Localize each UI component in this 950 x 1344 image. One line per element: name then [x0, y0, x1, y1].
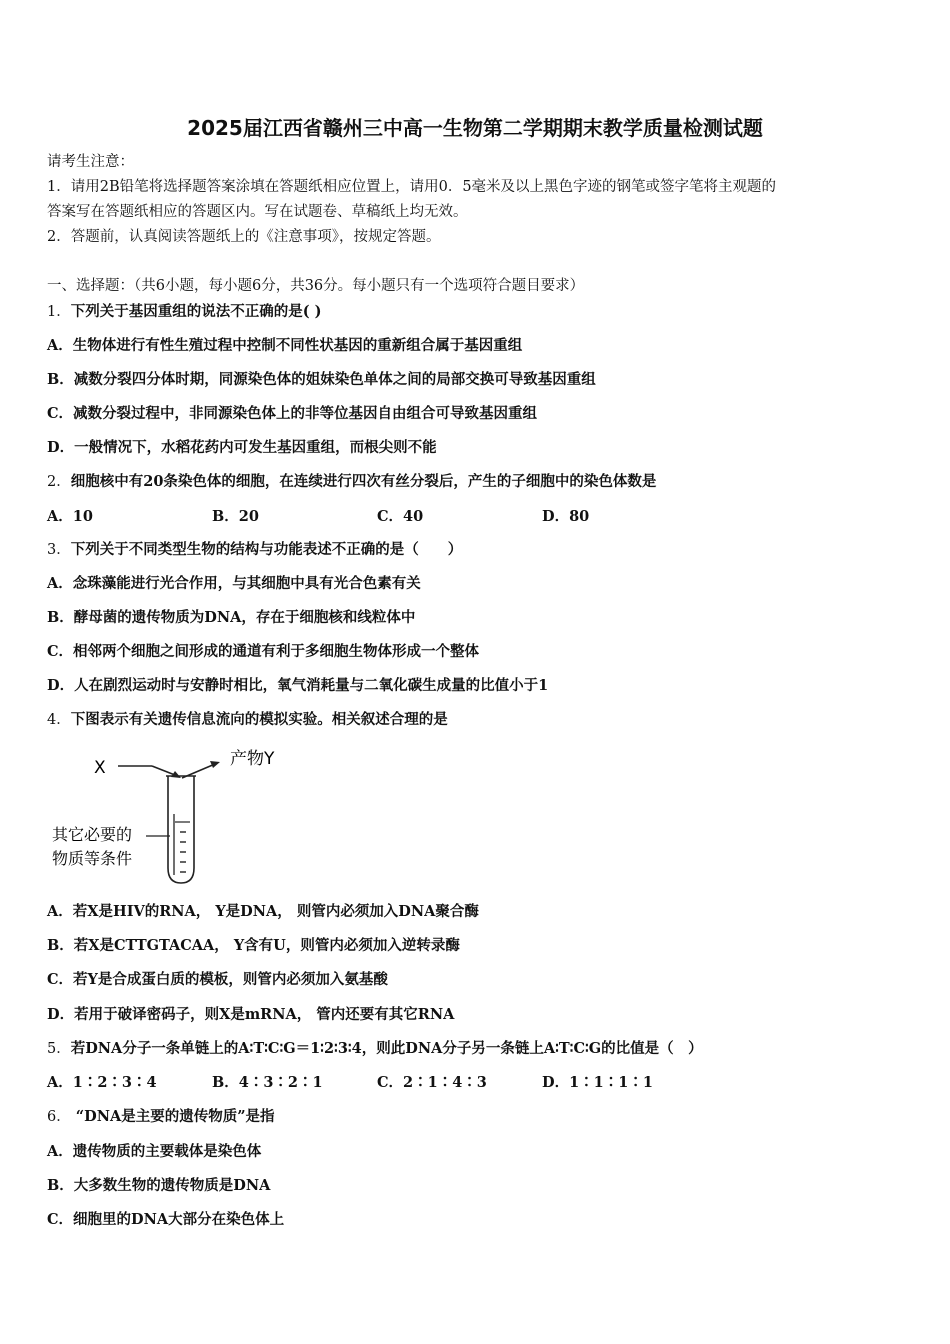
- condition-label-line-1: 其它必要的: [52, 825, 133, 844]
- question-5-option-d: D．1∶1∶1∶1: [542, 1074, 653, 1091]
- question-text: “DNA是主要的遗传物质”是指: [70, 1108, 275, 1125]
- question-4-option-d: D．若用于破译密码子，则X是mRNA， 管内还要有其它RNA: [47, 1006, 455, 1023]
- question-5-option-b: B．4∶3∶2∶1: [212, 1074, 323, 1091]
- question-3-stem: [47, 540, 462, 560]
- question-text: 下列关于基因重组的说法不正确的是( ): [70, 303, 322, 320]
- question-4-option-c: C．若Y是合成蛋白质的模板，则管内必须加入氨基酸: [47, 971, 388, 988]
- question-text: 下列关于不同类型生物的结构与功能表述不正确的是（ ）: [70, 541, 463, 558]
- question-2-option-d: D．80: [542, 508, 590, 525]
- output-arrowhead-icon: [210, 761, 220, 768]
- section-heading: 一、选择题：（共6小题，每小题6分，共36分。每小题只有一个选项符合题目要求）: [47, 278, 585, 294]
- question-number: 1．: [47, 304, 71, 320]
- question-number: 2．: [47, 474, 71, 490]
- question-5-option-a: A．1∶2∶3∶4: [47, 1074, 157, 1091]
- question-1-option-b: B．减数分裂四分体时期，同源染色体的姐妹染色单体之间的局部交换可导致基因重组: [47, 371, 596, 388]
- question-1-option-c: C．减数分裂过程中，非同源染色体上的非等位基因自由组合可导致基因重组: [47, 405, 538, 422]
- notice-item-1-line-1: 1．请用2B铅笔将选择题答案涂填在答题纸相应位置上，请用0．5毫米及以上黑色字迹的钢笔或签字笔将主观题的: [47, 179, 777, 195]
- question-1-option-d: D．一般情况下，水稻花药内可发生基因重组，而根尖则不能: [47, 439, 437, 456]
- question-6-option-c: C．细胞里的DNA大部分在染色体上: [47, 1211, 285, 1228]
- notice-heading: 请考生注意：: [47, 154, 134, 170]
- question-text: 细胞核中有20条染色体的细胞，在连续进行四次有丝分裂后，产生的子细胞中的染色体数是: [70, 473, 657, 490]
- question-number: 6．: [47, 1109, 71, 1125]
- question-number: 5．: [47, 1041, 71, 1057]
- page-title: 2025届江西省赣州三中高一生物第二学期期末教学质量检测试题: [187, 116, 763, 140]
- question-1-option-a: A．生物体进行有性生殖过程中控制不同性状基因的重新组合属于基因重组: [47, 337, 523, 354]
- question-number: 4．: [47, 712, 71, 728]
- notice-item-1-line-2: 答案写在答题纸相应的答题区内。写在试题卷、草稿纸上均无效。: [47, 204, 468, 220]
- question-4-option-a: A．若X是HIV的RNA， Y是DNA， 则管内必须加入DNA聚合酶: [47, 903, 479, 920]
- condition-label-line-2: 物质等条件: [52, 849, 133, 868]
- notice-item-2: 2．答题前，认真阅读答题纸上的《注意事项》，按规定答题。: [47, 229, 441, 245]
- question-4-stem: [47, 710, 448, 730]
- question-2-option-b: B．20: [212, 508, 259, 525]
- question-text: 若DNA分子一条单链上的A∶T∶C∶G＝1∶2∶3∶4，则此DNA分子另一条链上A∶T∶C∶G的比值是（ ）: [70, 1040, 703, 1057]
- question-6-option-b: B．大多数生物的遗传物质是DNA: [47, 1177, 271, 1194]
- question-number: 3．: [47, 542, 71, 558]
- question-4-option-b: B．若X是CTTGTACAA， Y含有U，则管内必须加入逆转录酶: [47, 937, 460, 954]
- test-tube-diagram: [50, 742, 310, 890]
- question-2-option-a: A．10: [47, 508, 93, 525]
- question-2-stem: [47, 472, 656, 492]
- question-text: 下图表示有关遗传信息流向的模拟实验。相关叙述合理的是: [70, 711, 448, 728]
- liquid-markings: [180, 832, 186, 872]
- question-3-option-a: A．念珠藻能进行光合作用，与其细胞中具有光合色素有关: [47, 575, 421, 592]
- question-3-option-c: C．相邻两个细胞之间形成的通道有利于多细胞生物体形成一个整体: [47, 643, 480, 660]
- input-x-label: X: [94, 758, 106, 778]
- question-5-stem: [47, 1039, 703, 1059]
- question-5-option-c: C．2∶1∶4∶3: [377, 1074, 487, 1091]
- output-y-label: 产物Y: [230, 749, 275, 769]
- question-6-option-a: A．遗传物质的主要载体是染色体: [47, 1143, 262, 1160]
- question-3-option-b: B．酵母菌的遗传物质为DNA，存在于细胞核和线粒体中: [47, 609, 416, 626]
- question-2-option-c: C．40: [377, 508, 424, 525]
- question-1-stem: [47, 302, 322, 322]
- question-6-stem: [47, 1107, 275, 1127]
- question-3-option-d: D．人在剧烈运动时与安静时相比，氧气消耗量与二氧化碳生成量的比值小于1: [47, 677, 549, 694]
- test-tube: [168, 776, 194, 883]
